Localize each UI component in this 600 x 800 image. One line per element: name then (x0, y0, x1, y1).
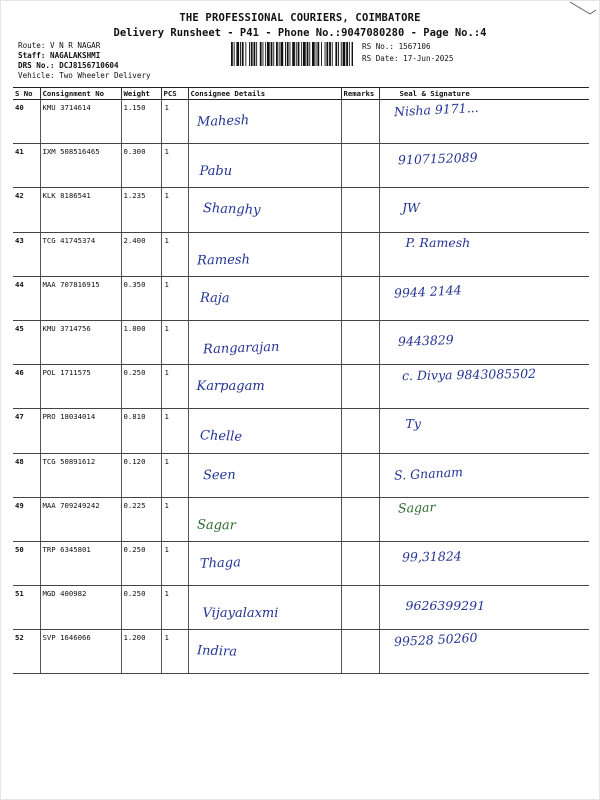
table-header-row (13, 88, 589, 100)
cell-weight: 0.350 (121, 276, 161, 320)
cell-consignment-no: PRO 18034014 (40, 409, 121, 453)
table-row (13, 232, 589, 276)
col-header-consignee: Consignee Details (188, 88, 341, 100)
signature-handwriting: 99528 50260 (393, 630, 478, 650)
signature-handwriting: 9107152089 (397, 149, 478, 168)
cell-remarks (341, 365, 379, 409)
signature-handwriting: Sagar (397, 499, 436, 516)
barcode-bar (307, 42, 309, 66)
col-header-remarks: Remarks (341, 88, 379, 100)
col-header-weight: Weight (121, 88, 161, 100)
cell-consignment-no: IXM 508516465 (40, 144, 121, 188)
consignee-handwriting: Sagar (196, 517, 236, 534)
table-row (13, 586, 589, 630)
barcode-bar (254, 42, 256, 66)
barcode-bar (325, 42, 326, 66)
consignee-handwriting: Chelle (199, 428, 242, 446)
barcode-bar (231, 42, 233, 66)
barcode-bar (338, 42, 339, 66)
barcode-bar (321, 42, 322, 66)
cell-seal-signature (379, 144, 589, 188)
table-row (13, 320, 589, 364)
col-header-consignment: Consignment No (40, 88, 121, 100)
cell-pcs: 1 (161, 586, 188, 630)
consignee-handwriting: Shanghy (202, 201, 261, 219)
consignee-handwriting: Seen (202, 467, 236, 483)
consignee-handwriting: Rangarajan (202, 339, 280, 358)
runsheet-details-left (18, 41, 151, 81)
cell-remarks (341, 453, 379, 497)
cell-consignee (188, 453, 341, 497)
barcode-bar (276, 42, 278, 66)
cell-remarks (341, 630, 379, 674)
consignee-handwriting: Thaga (199, 555, 241, 572)
barcode-bar (335, 42, 337, 66)
barcode-bar (346, 42, 348, 66)
cell-seal-signature (379, 630, 589, 674)
cell-consignee (188, 541, 341, 585)
barcode-bar (343, 42, 346, 66)
cell-consignment-no: SVP 1646066 (40, 630, 121, 674)
barcode-bar (298, 42, 300, 66)
cell-seal-signature (379, 409, 589, 453)
cell-consignee (188, 144, 341, 188)
cell-seal-signature (379, 276, 589, 320)
cell-weight: 0.250 (121, 586, 161, 630)
barcode-bar (290, 42, 291, 66)
runsheet-subtitle: Delivery Runsheet - P41 - Phone No.:9047080280 - Page No.:4 (113, 27, 487, 39)
cell-consignee (188, 232, 341, 276)
cell-sno: 51 (13, 586, 40, 630)
cell-pcs: 1 (161, 630, 188, 674)
col-header-sno: S No (13, 88, 40, 100)
cell-consignee (188, 365, 341, 409)
cell-consignment-no: KMU 3714756 (40, 320, 121, 364)
cell-pcs: 1 (161, 100, 188, 144)
cell-sno: 42 (13, 188, 40, 232)
barcode-image (231, 42, 353, 66)
cell-seal-signature (379, 541, 589, 585)
staff-text: Staff: NAGALAKSHMI (18, 51, 101, 60)
cell-pcs: 1 (161, 541, 188, 585)
consignee-handwriting: Indira (196, 643, 237, 660)
signature-handwriting: P. Ramesh (405, 234, 471, 250)
cell-pcs: 1 (161, 409, 188, 453)
cell-consignee (188, 630, 341, 674)
table-row (13, 453, 589, 497)
cell-sno: 45 (13, 320, 40, 364)
cell-consignee (188, 188, 341, 232)
consignee-handwriting: Ramesh (196, 252, 250, 269)
cell-consignment-no: MGD 400982 (40, 586, 121, 630)
cell-weight: 1.150 (121, 100, 161, 144)
consignee-handwriting: Raja (199, 290, 230, 307)
consignee-handwriting: Vijayalaxmi (202, 606, 279, 622)
cell-sno: 49 (13, 497, 40, 541)
barcode-bar (263, 42, 264, 66)
consignee-handwriting: Karpagam (196, 379, 265, 395)
barcode-bar (329, 42, 331, 66)
signature-handwriting: c. Divya 9843085502 (401, 365, 536, 384)
cell-pcs: 1 (161, 453, 188, 497)
table-row (13, 276, 589, 320)
cell-sno: 47 (13, 409, 40, 453)
table-row (13, 541, 589, 585)
barcode-bar (301, 42, 302, 66)
barcode-bar (316, 42, 317, 66)
signature-handwriting: 9443829 (397, 331, 454, 349)
barcode-bar (249, 42, 250, 66)
cell-weight: 0.225 (121, 497, 161, 541)
barcode-bar (273, 42, 274, 66)
cell-consignee (188, 586, 341, 630)
barcode-bar (303, 42, 306, 66)
signature-handwriting: Ty (405, 416, 421, 432)
cell-remarks (341, 144, 379, 188)
cell-remarks (341, 586, 379, 630)
cell-remarks (341, 276, 379, 320)
cell-remarks (341, 497, 379, 541)
drs-number-text: DRS No.: DCJ8156710604 (18, 61, 119, 70)
cell-consignment-no: KLK 8186541 (40, 188, 121, 232)
cell-consignment-no: POL 1711575 (40, 365, 121, 409)
rs-number-text: RS No.: 1567106 (362, 42, 431, 51)
cell-seal-signature (379, 497, 589, 541)
cell-sno: 52 (13, 630, 40, 674)
cell-consignment-no: TCG 41745374 (40, 232, 121, 276)
barcode-bar (234, 42, 235, 66)
barcode-bar (265, 42, 266, 66)
cell-remarks (341, 320, 379, 364)
cell-consignment-no: TCG 50891612 (40, 453, 121, 497)
cell-remarks (341, 232, 379, 276)
route-text: Route: V N R NAGAR (18, 41, 101, 50)
cell-sno: 40 (13, 100, 40, 144)
signature-handwriting: 9944 2144 (393, 281, 462, 301)
company-title: THE PROFESSIONAL COURIERS, COIMBATORE (179, 12, 421, 24)
barcode-bar (240, 42, 241, 66)
col-header-pcs: PCS (161, 88, 188, 100)
barcode-bar (332, 42, 333, 66)
cell-sno: 43 (13, 232, 40, 276)
rs-date-text: RS Date: 17-Jun-2025 (362, 54, 454, 63)
cell-pcs: 1 (161, 144, 188, 188)
barcode-bar (267, 42, 270, 66)
signature-handwriting: 9626399291 (405, 598, 486, 614)
cell-remarks (341, 409, 379, 453)
barcode-bar (271, 42, 273, 66)
cell-seal-signature (379, 453, 589, 497)
cell-weight: 1.000 (121, 320, 161, 364)
cell-sno: 46 (13, 365, 40, 409)
barcode-bar (285, 42, 286, 66)
barcode-bar (260, 42, 262, 66)
barcode-bar (236, 42, 239, 66)
signature-handwriting: JW (401, 200, 420, 216)
vehicle-text: Vehicle: Two Wheeler Delivery (18, 71, 151, 80)
cell-pcs: 1 (161, 365, 188, 409)
barcode-bar (279, 42, 280, 66)
barcode-bar (251, 42, 253, 66)
cell-consignment-no: KMU 3714614 (40, 100, 121, 144)
cell-pcs: 1 (161, 232, 188, 276)
barcode-bar (292, 42, 295, 66)
cell-consignment-no: MAA 709249242 (40, 497, 121, 541)
cell-consignee (188, 409, 341, 453)
cell-pcs: 1 (161, 320, 188, 364)
cell-remarks (341, 541, 379, 585)
barcode-bar (352, 42, 353, 66)
cell-weight: 0.810 (121, 409, 161, 453)
cell-consignment-no: MAA 707816915 (40, 276, 121, 320)
barcode-bar (296, 42, 297, 66)
table-row (13, 409, 589, 453)
cell-seal-signature (379, 188, 589, 232)
table-row (13, 144, 589, 188)
delivery-table (13, 87, 589, 674)
barcode-bar (326, 42, 328, 66)
cell-sno: 44 (13, 276, 40, 320)
table-row (13, 100, 589, 144)
cell-weight: 0.250 (121, 365, 161, 409)
barcode-bar (309, 42, 310, 66)
table-row (13, 497, 589, 541)
cell-sno: 41 (13, 144, 40, 188)
barcode-bar (312, 42, 315, 66)
cell-pcs: 1 (161, 497, 188, 541)
cell-pcs: 1 (161, 276, 188, 320)
table-row (13, 630, 589, 674)
table-row (13, 188, 589, 232)
cell-weight: 0.250 (121, 541, 161, 585)
consignee-handwriting: Pabu (199, 164, 233, 180)
cell-consignee (188, 100, 341, 144)
barcode-bar (287, 42, 289, 66)
cell-weight: 1.235 (121, 188, 161, 232)
cell-weight: 2.400 (121, 232, 161, 276)
cell-weight: 0.300 (121, 144, 161, 188)
signature-handwriting: S. Gnanam (393, 463, 463, 483)
barcode-bar (317, 42, 319, 66)
cell-sno: 48 (13, 453, 40, 497)
barcode-bar (245, 42, 246, 66)
consignee-handwriting: Mahesh (196, 113, 249, 130)
cell-seal-signature (379, 320, 589, 364)
barcode-bar (256, 42, 257, 66)
barcode-bar (341, 42, 342, 66)
cell-consignment-no: TRP 6345801 (40, 541, 121, 585)
cell-consignee (188, 276, 341, 320)
cell-sno: 50 (13, 541, 40, 585)
cell-seal-signature (379, 365, 589, 409)
runsheet-details-right (362, 41, 453, 65)
cell-remarks (341, 188, 379, 232)
cell-weight: 1.200 (121, 630, 161, 674)
signature-handwriting: 99,31824 (401, 548, 462, 565)
cell-weight: 0.120 (121, 453, 161, 497)
cell-seal-signature (379, 232, 589, 276)
cell-seal-signature (379, 586, 589, 630)
barcode-bar (242, 42, 244, 66)
cell-pcs: 1 (161, 188, 188, 232)
cell-consignee (188, 320, 341, 364)
cell-remarks (341, 100, 379, 144)
signature-handwriting: Nisha 9171... (393, 99, 479, 120)
cell-consignee (188, 497, 341, 541)
cell-seal-signature (379, 100, 589, 144)
barcode-bar (281, 42, 284, 66)
barcode-bar (349, 42, 350, 66)
table-row (13, 365, 589, 409)
col-header-seal: Seal & Signature (379, 88, 589, 100)
